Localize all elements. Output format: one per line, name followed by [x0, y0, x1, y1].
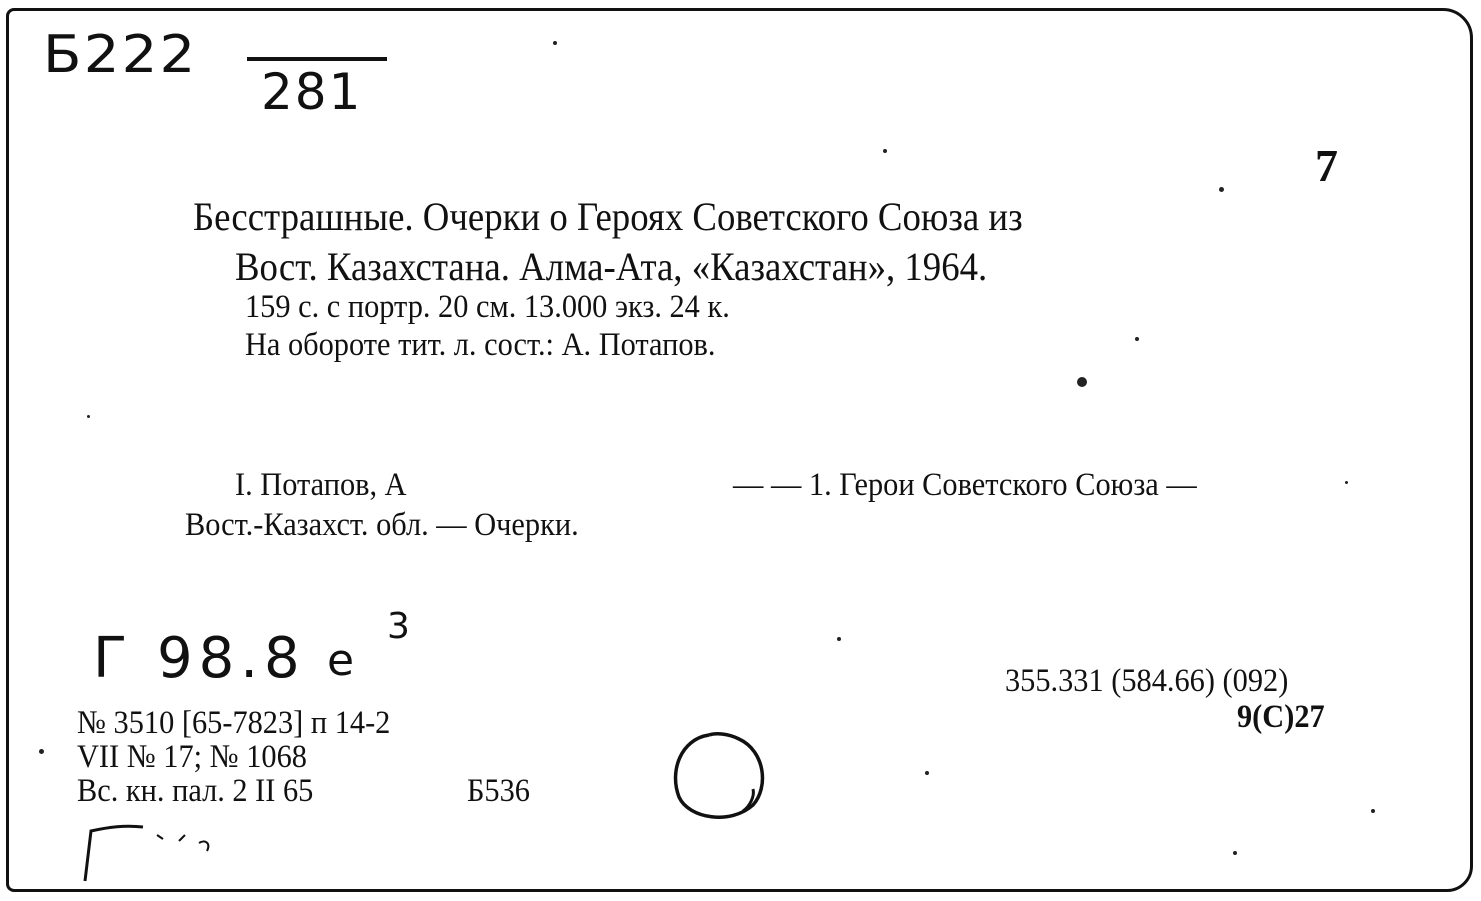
- circle-mark: [669, 727, 769, 827]
- speck: [1233, 851, 1237, 855]
- speck: [1219, 187, 1224, 192]
- chamber-code: Б536: [467, 773, 530, 809]
- shelf-mark: Г 98.8: [93, 626, 306, 691]
- call-number: Б222: [43, 25, 198, 85]
- speck: [883, 149, 887, 153]
- speck: [39, 749, 44, 754]
- tracing-author: I. Потапов, А: [235, 467, 407, 503]
- tracing-subject: — — 1. Герои Советского Союза —: [733, 467, 1197, 503]
- tracing-subject-cont: Вост.-Казахст. обл. — Очерки.: [185, 507, 579, 543]
- speck: [1135, 337, 1139, 341]
- speck: [837, 637, 841, 641]
- bbk-index: 9(С)27: [1237, 699, 1325, 735]
- call-number-sub: 281: [261, 63, 363, 121]
- shelf-mark-sup: 3: [387, 606, 410, 647]
- speck: [1371, 809, 1375, 813]
- shelf-mark-suffix: е: [327, 635, 355, 686]
- speck: [1345, 481, 1348, 484]
- speck: [553, 41, 557, 45]
- speck: [87, 415, 90, 418]
- scribble-mark: [79, 821, 299, 901]
- call-number-fraction-line: [247, 57, 387, 61]
- speck: [925, 771, 929, 775]
- catalog-card: [6, 8, 1473, 892]
- card-number: 7: [1315, 140, 1338, 191]
- udc-index: 355.331 (584.66) (092): [1005, 663, 1289, 699]
- note: На обороте тит. л. сост.: А. Потапов.: [245, 327, 716, 363]
- physical-description: 159 с. с портр. 20 см. 13.000 экз. 24 к.: [245, 289, 730, 325]
- order-line: № 3510 [65-7823] п 14-2: [77, 705, 391, 741]
- volume-line: VII № 17; № 1068: [77, 739, 307, 775]
- chamber-line: Вс. кн. пал. 2 II 65: [77, 773, 314, 809]
- speck: [1077, 377, 1087, 387]
- title-line-2: Вост. Казахстана. Алма-Ата, «Казахстан», 1964.: [235, 244, 988, 289]
- title-line-1: Бесстрашные. Очерки о Героях Советского Союза из: [193, 194, 1023, 239]
